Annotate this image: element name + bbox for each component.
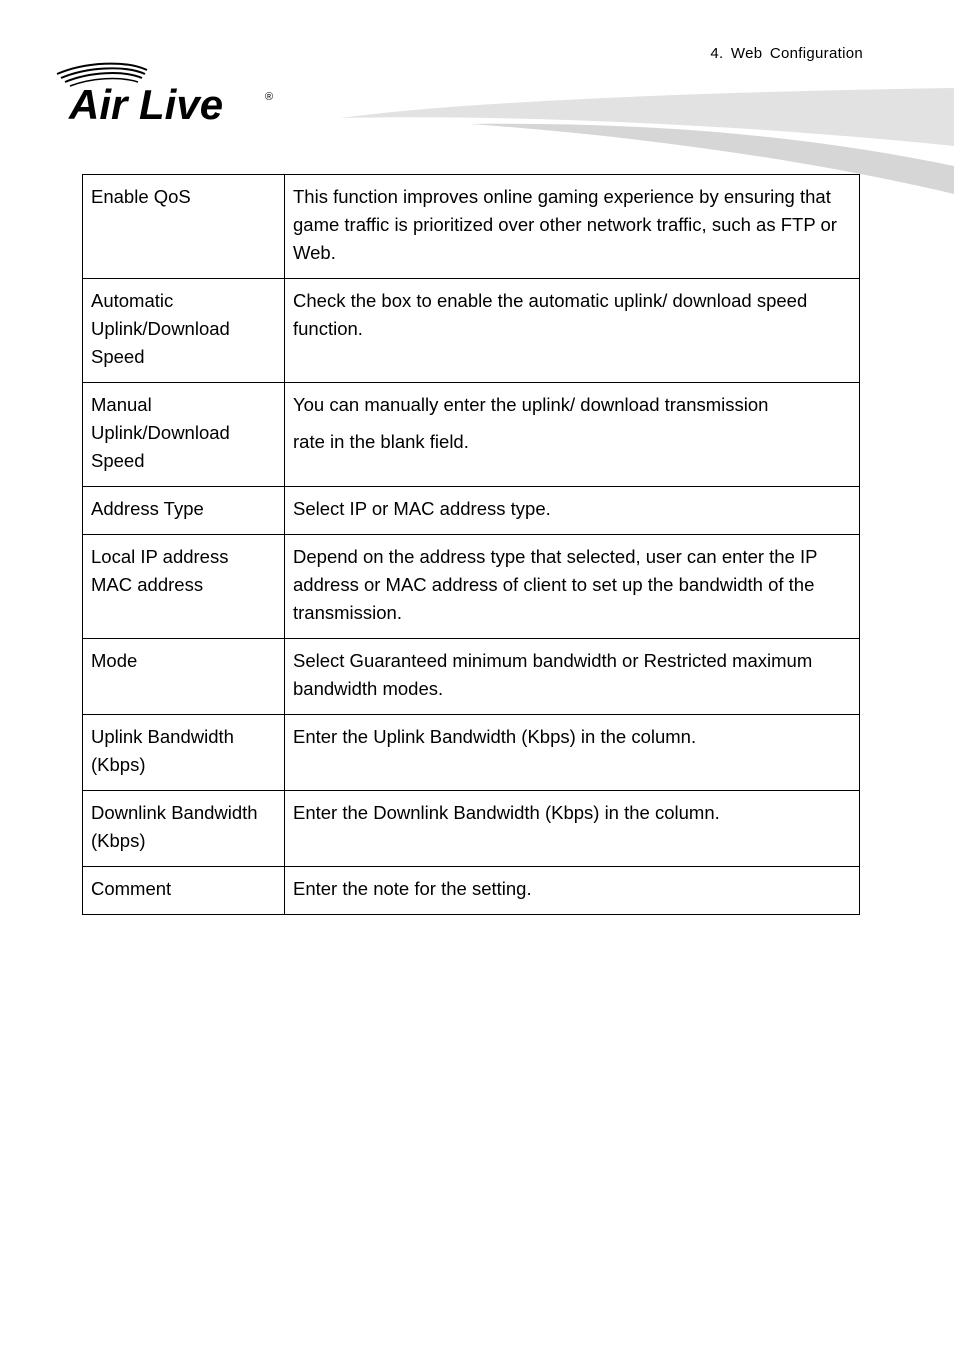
term-cell: Enable QoS <box>83 175 285 279</box>
term-cell: Manual Uplink/Download Speed <box>83 383 285 487</box>
description-cell: Depend on the address type that selected, user can enter the IP address or MAC address of client to set up the bandwidth of the transmission. <box>285 535 860 639</box>
table-row <box>83 279 860 383</box>
description-cell: Enter the note for the setting. <box>285 867 860 915</box>
description-line: rate in the blank field. <box>293 431 469 452</box>
section-header: 4. Web Configuration <box>710 45 863 62</box>
description-cell <box>285 383 860 487</box>
table-row <box>83 535 860 639</box>
term-line: Local IP address <box>91 546 229 567</box>
term-cell <box>83 535 285 639</box>
table-row <box>83 867 860 915</box>
term-cell: Address Type <box>83 487 285 535</box>
description-cell: Select IP or MAC address type. <box>285 487 860 535</box>
description-cell: Enter the Downlink Bandwidth (Kbps) in the column. <box>285 791 860 867</box>
registered-mark: ® <box>265 91 274 103</box>
description-cell: This function improves online gaming experience by ensuring that game traffic is prioritized over other network traffic, such as FTP or Web. <box>285 175 860 279</box>
table-row <box>83 487 860 535</box>
term-line: MAC address <box>91 574 204 595</box>
parameter-table <box>82 174 860 915</box>
term-cell: Downlink Bandwidth (Kbps) <box>83 791 285 867</box>
term-cell: Comment <box>83 867 285 915</box>
table-row <box>83 791 860 867</box>
table-row <box>83 639 860 715</box>
logo-wordmark: Air Live <box>69 81 224 124</box>
description-cell: Enter the Uplink Bandwidth (Kbps) in the column. <box>285 715 860 791</box>
term-cell: Uplink Bandwidth (Kbps) <box>83 715 285 791</box>
description-cell: Check the box to enable the automatic uplink/ download speed function. <box>285 279 860 383</box>
table-row <box>83 175 860 279</box>
description-line: You can manually enter the uplink/ download transmission <box>293 394 769 415</box>
description-cell: Select Guaranteed minimum bandwidth or Restricted maximum bandwidth modes. <box>285 639 860 715</box>
term-cell: Automatic Uplink/Download Speed <box>83 279 285 383</box>
table-row <box>83 715 860 791</box>
airlive-logo <box>55 60 280 124</box>
term-cell: Mode <box>83 639 285 715</box>
table-row <box>83 383 860 487</box>
